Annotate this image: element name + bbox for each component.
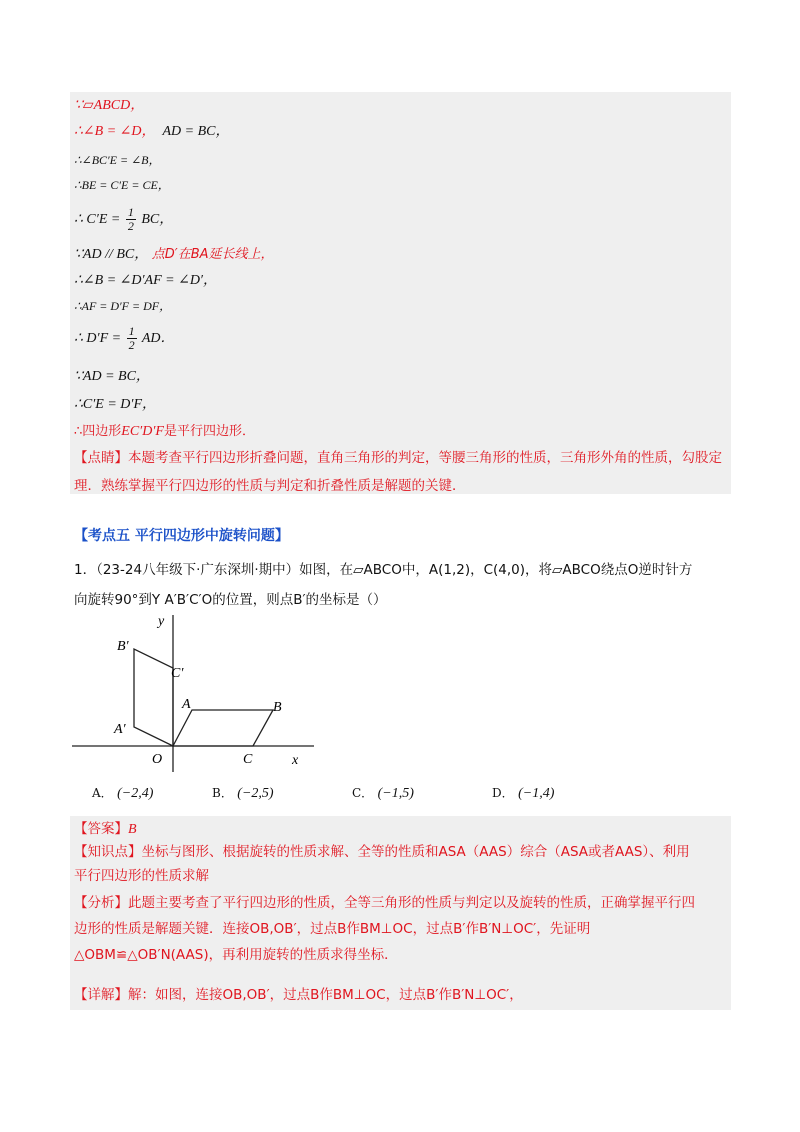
- label-C: C: [243, 752, 253, 767]
- detail-tag: 【详解】: [74, 987, 128, 1003]
- proof-line-1: ∵▱ABCD，: [74, 98, 145, 113]
- rotation-figure: [70, 612, 330, 772]
- option-b[interactable]: B． (−2,5): [212, 786, 274, 801]
- section-heading: 【考点五 平行四边形中旋转问题】: [74, 528, 289, 544]
- option-c[interactable]: C． (−1,5): [352, 786, 414, 801]
- fraction-half-2: $\frac{1}{2}$: [128, 324, 135, 353]
- label-A: A: [182, 697, 191, 712]
- label-x: x: [292, 753, 299, 768]
- fraction-half: $\frac{1}{2}$: [127, 205, 134, 234]
- label-O: O: [152, 752, 163, 767]
- analysis-line-2: 边形的性质是解题关键．连接OB,OB′，过点B作BM⊥OC，过点B′作B′N⊥OC′，先证明: [74, 921, 591, 937]
- proof-line-3: ∴∠BC′E = ∠B，: [74, 153, 161, 167]
- dianjing-paragraph: 【点睛】本题考查平行四边形折叠问题，直角三角形的判定，等腰三角形的性质，三角形外角的性质，勾股定理．熟练掌握平行四边形的性质与判定和折叠性质是解题的关键．: [74, 450, 722, 494]
- proof-line-9: ∴ D′F = $\frac{1}{2}$ AD．: [74, 324, 175, 353]
- question-line-2: 向旋转90°到Y A′B′C′O的位置，则点B′的坐标是（）: [74, 592, 387, 608]
- analysis-line-3: △OBM≌△OB′N(AAS)，再利用旋转的性质求得坐标．: [74, 947, 398, 963]
- proof-line-5: ∴ C′E = $\frac{1}{2}$ BC，: [74, 205, 174, 234]
- knowledge-tag: 【知识点】: [74, 844, 142, 860]
- question-line-1: 1．（23-24八年级下·广东深圳·期中）如图，在▱ABCO中，A(1,2)，C(4,0)，将▱ABCO绕点O逆时针方: [74, 562, 693, 578]
- detail-line: 【详解】解：如图，连接OB,OB′，过点B作BM⊥OC，过点B′作B′N⊥OC′，: [74, 987, 523, 1003]
- proof-line-4: ∴BE = C′E = CE，: [74, 178, 170, 192]
- answer-tag: 【答案】: [74, 821, 128, 837]
- option-d[interactable]: D． (−1,4): [492, 786, 555, 801]
- option-a[interactable]: A． (−2,4): [92, 786, 154, 801]
- proof-line-6: ∵AD // BC， 点D′在BA延长线上，: [74, 247, 274, 262]
- analysis-paragraph: [74, 890, 732, 968]
- analysis-tag: 【分析】: [74, 895, 128, 911]
- label-B: B: [273, 700, 282, 715]
- proof-line-10: ∵AD = BC，: [74, 369, 150, 384]
- label-C-prime: C′: [171, 666, 184, 681]
- proof-line-8: ∴AF = D′F = DF，: [74, 299, 172, 313]
- dianjing-tag: 【点睛】: [74, 450, 128, 466]
- proof-line-7: ∴∠B = ∠D′AF = ∠D′，: [74, 273, 217, 288]
- analysis-line-1: 【分析】此题主要考查了平行四边形的性质，全等三角形的性质与判定以及旋转的性质，正确掌握平行四: [74, 895, 695, 911]
- proof-line-2: ∴∠B = ∠D， AD = BC，: [74, 124, 230, 139]
- label-A-prime: A′: [114, 722, 126, 737]
- answer-line: 【答案】B: [74, 821, 137, 837]
- label-B-prime: B′: [117, 639, 129, 654]
- parallelogram-ABCO: [173, 710, 273, 746]
- proof-line-11: ∴C′E = D′F，: [74, 397, 157, 412]
- proof-line-12: ∴四边形EC′D′F是平行四边形．: [74, 424, 255, 439]
- knowledge-paragraph: [74, 840, 732, 888]
- label-y: y: [158, 614, 165, 629]
- knowledge-line-2: 平行四边形的性质求解: [74, 868, 209, 884]
- knowledge-line-1: 【知识点】坐标与图形、根据旋转的性质求解、全等的性质和ASA（AAS）综合（ASA或者AAS）、利用: [74, 844, 690, 860]
- parallelogram-A1B1C1O: [134, 649, 173, 746]
